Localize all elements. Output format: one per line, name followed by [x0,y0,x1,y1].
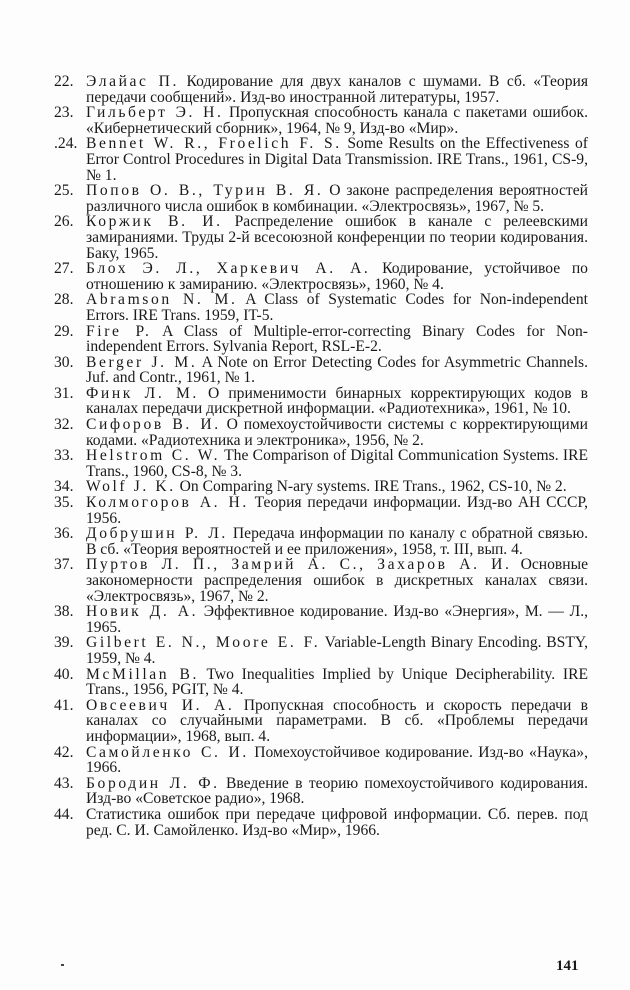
reference-number: 32. [54,416,74,434]
reference-number: 43. [54,774,74,792]
reference-item [54,324,588,355]
reference-body: A Class of Systematic Codes for Non-independent Errors. IRE Trans. 1959, IT-5. [86,291,588,324]
reference-body: Передача информации по каналу с обратной связью. В сб. «Теория вероятностей и ее приложения», 1958, т. III, вып. 4. [86,525,589,558]
reference-body: Основные закономерности распределения ошибок в дискретных каналах связи. «Электросвязь», 1967, № 2. [86,556,588,605]
reference-body: Кодирование для двух каналов с шумами. В сб. «Теория передачи сообщений». Изд-во иностранной литературы, 1957. [86,73,589,106]
stray-dot [61,964,64,966]
reference-author: Элайас П. [86,73,180,90]
reference-body: Эффективное кодирование. Изд-во «Энергия», М. — Л., 1965. [86,603,588,636]
reference-body: О применимости бинарных корректирующих кодов в каналах передачи дискретной информации. «Радиотехника», 1961, № 10. [86,384,588,418]
reference-text [86,417,588,448]
reference-author: Колмогоров А. Н. [86,494,249,512]
reference-text [86,557,588,604]
reference-body: Variable-Length Binary Encoding. BSTY, 1959, № 4. [86,634,588,667]
reference-author: Самойленко С. И. [86,743,249,761]
reference-text [86,136,588,183]
reference-item [54,355,588,386]
reference-body: A Class of Multiple-error-correcting Binary Codes for Non-independent Errors. Sylvania Report, RSL-E-2. [86,322,588,356]
reference-number: 26. [54,213,74,231]
reference-number: 36. [54,525,74,543]
reference-text [86,105,588,136]
reference-text [86,745,588,776]
reference-number: 44. [54,805,74,823]
reference-author: Fire P. [86,322,152,340]
reference-number: 40. [54,665,74,683]
reference-number: 30. [54,353,74,371]
reference-number: 42. [54,743,74,761]
reference-item [54,667,588,698]
reference-text [86,324,588,355]
reference-author: Добрушин Р. Л. [86,525,228,543]
reference-text [86,776,588,807]
reference-author: Финк Л. М. [86,384,199,402]
reference-number: 29. [54,322,74,340]
reference-item [54,136,588,183]
reference-number: 39. [54,634,74,652]
reference-item [54,495,588,526]
reference-number: 33. [54,447,74,465]
reference-author: Abramson N. M. [86,291,238,309]
reference-number: 34. [54,478,74,496]
reference-number: 23. [54,104,74,122]
reference-text [86,698,588,745]
reference-author: Новик Д. А. [86,603,199,621]
reference-body: The Comparison of Digital Communication Systems. IRE Trans., 1960, CS-8, № 3. [86,447,588,480]
reference-body: О законе распределения вероятностей различного числа ошибок в комбинации. «Электросвязь», 1967, № 5. [86,182,589,215]
reference-item [54,261,588,292]
reference-author: Коржик В. И. [86,213,223,231]
reference-body: Two Inequalities Implied by Unique Decipherability. IRE Trans., 1956, PGIT, № 4. [86,665,589,699]
reference-author: Berger J. M. [86,353,198,371]
reference-number: .24. [54,135,78,153]
reference-body: Пропускная способность и скорость передачи в каналах со случайными параметрами. В сб. «Проблемы передачи информации», 1968, вып. 4. [86,696,588,745]
reference-number: 38. [54,603,74,621]
reference-item [54,604,588,635]
reference-text [86,386,588,417]
reference-body: О помехоустойчивости системы с корректирующими кодами. «Радиотехника и электроника», 1956, № 2. [86,416,588,449]
reference-text [86,526,588,557]
reference-number: 28. [54,291,74,309]
reference-text [86,355,588,386]
reference-author: McMillan B. [86,665,199,683]
reference-text [86,448,588,479]
reference-item [54,386,588,417]
reference-text [86,183,588,214]
reference-text [86,495,588,526]
reference-author: Блох Э. Л., Харкевич А. А. [86,260,371,278]
reference-text [86,74,588,105]
reference-body: Some Results on the Effectiveness of Error Control Procedures in Digital Data Transmission. IRE Trans., 1961, CS-9, № 1. [86,135,588,184]
reference-item [54,105,588,136]
reference-body: Помехоустойчивое кодирование. Изд-во «Наука», 1966. [86,743,588,777]
reference-author: Bennet W. R., Froelich F. S. [86,135,342,153]
reference-item [54,698,588,745]
reference-number: 31. [54,384,74,402]
reference-text [86,604,588,635]
reference-item [54,74,588,105]
reference-author: Helstrom C. W. [86,447,221,465]
reference-author: Gilbert E. N., Moore E. F. [86,634,321,652]
reference-text [86,667,588,698]
reference-text [86,479,588,495]
reference-item [54,292,588,323]
reference-author: Попов О. В., Турин В. Я. [86,182,324,200]
reference-item [54,635,588,666]
reference-item [54,214,588,261]
reference-text [86,807,588,838]
reference-author: Wolf J. K. [86,478,176,496]
reference-body: Теория передачи информации. Изд-во АН СССР, 1956. [86,494,588,527]
reference-author: Сифоров В. И. [86,416,221,434]
reference-item [54,448,588,479]
reference-body: Статистика ошибок при передаче цифровой информации. Сб. перев. под ред. С. И. Самойленко. Изд-во «Мир», 1966. [86,805,588,839]
page-number: 141 [556,958,579,974]
reference-item [54,183,588,214]
reference-author: Пуртов Л. П., Замрий А. С., Захаров А. И. [86,556,512,574]
reference-item [54,776,588,807]
reference-number: 22. [54,73,74,90]
reference-item [54,807,588,838]
reference-text [86,635,588,666]
reference-number: 35. [54,494,74,512]
reference-author: Бородин Л. Ф. [86,774,220,792]
reference-text [86,214,588,261]
reference-body: Пропускная способность канала с пакетами ошибок. «Кибернетический сборник», 1964, № 9, Изд-во «Мир». [86,104,588,137]
reference-author: Гильберт Э. Н. [86,104,224,122]
reference-author: Овсеевич И. А. [86,696,235,714]
reference-item [54,479,588,495]
reference-item [54,745,588,776]
reference-number: 25. [54,182,74,200]
reference-body: Введение в теорию помехоустойчивого кодирования. Изд-во «Советское радио», 1968. [86,774,588,808]
reference-body: Распределение ошибок в канале с релеевскими замираниями. Труды 2-й всесоюзной конференции по теории кодирования. Баку, 1965. [86,213,589,262]
reference-body: Кодирование, устойчивое по отношению к замиранию. «Электросвязь», 1960, № 4. [86,260,588,293]
reference-body: A Note on Error Detecting Codes for Asymmetric Channels. Juf. and Contr., 1961, № 1. [86,353,588,387]
reference-list [54,74,588,838]
reference-item [54,526,588,557]
reference-number: 27. [54,260,74,278]
reference-item [54,557,588,604]
reference-body: On Comparing N-ary systems. IRE Trans., 1962, CS-10, № 2. [179,478,567,496]
reference-number: 37. [54,556,74,574]
reference-text [86,292,588,323]
reference-item [54,417,588,448]
reference-number: 41. [54,696,74,714]
reference-text [86,261,588,292]
